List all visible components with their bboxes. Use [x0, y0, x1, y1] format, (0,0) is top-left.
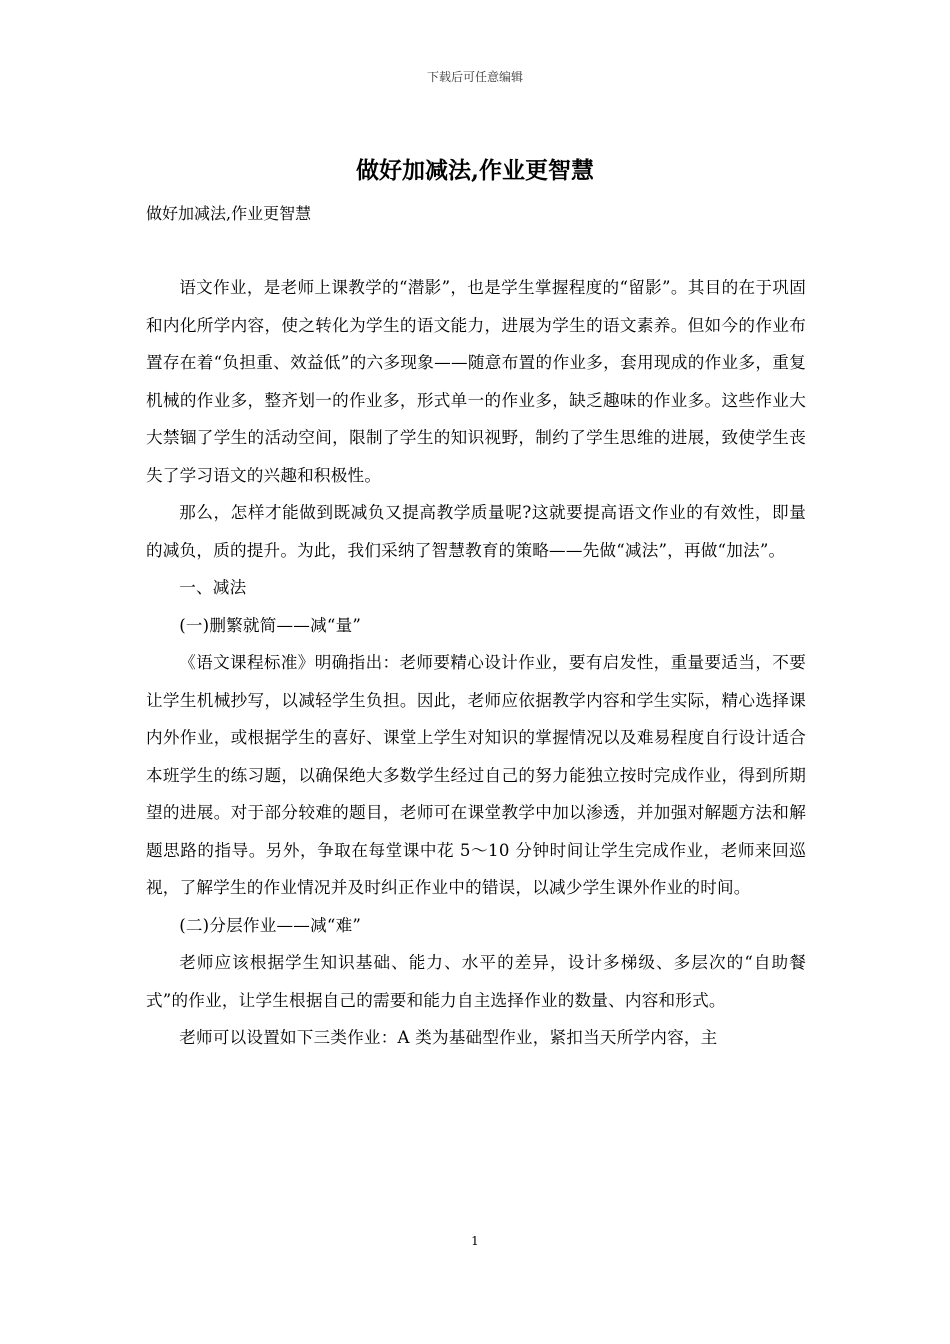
- subsection-heading-reduce-quantity: (一)删繁就简——减“量”: [179, 615, 362, 635]
- paragraph-three-types: 老师可以设置如下三类作业：A 类为基础型作业，紧扣当天所学内容，主: [179, 1028, 718, 1047]
- document-body: [146, 269, 806, 1057]
- paragraph-intro: 语文作业，是老师上课教学的“潜影”，也是学生掌握程度的“留影”。其目的在于巩固和内化所学内容，使之转化为学生的语文能力，进展为学生的语文素养。但如今的作业布置存在着“负担重、效益低”的六多现象——随意布置的作业多，套用现成的作业多，重复机械的作业多，整齐划一的作业多，形式单一的作业多，缺乏趣味的作业多。这些作业大大禁锢了学生的活动空间，限制了学生的知识视野，制约了学生思维的进展，致使学生丧失了学习语文的兴趣和积极性。: [146, 278, 806, 485]
- paragraph-question: 那么，怎样才能做到既减负又提高教学质量呢?这就要提高语文作业的有效性，即量的减负，质的提升。为此，我们采纳了智慧教育的策略——先做“减法”，再做“加法”。: [146, 503, 806, 560]
- paragraph-curriculum-standard: 《语文课程标准》明确指出：老师要精心设计作业，要有启发性，重量要适当，不要让学生机械抄写，以减轻学生负担。因此，老师应依据教学内容和学生实际，精心选择课内外作业，或根据学生的喜好、课堂上学生对知识的掌握情况以及难易程度自行设计适合本班学生的练习题，以确保绝大多数学生经过自己的努力能独立按时完成作业，得到所期望的进展。对于部分较难的题目，老师可在课堂教学中加以渗透，并加强对解题方法和解题思路的指导。另外，争取在每堂课中花 5～10 分钟时间让学生完成作业，老师来回巡视，了解学生的作业情况并及时纠正作业中的错误，以减少学生课外作业的时间。: [146, 653, 806, 897]
- page-header: 下载后可任意编辑: [426, 70, 523, 84]
- paragraph-layered-homework: 老师应该根据学生知识基础、能力、水平的差异，设计多梯级、多层次的“自助餐式”的作业，让学生根据自己的需要和能力自主选择作业的数量、内容和形式。: [146, 953, 806, 1010]
- subsection-heading-reduce-difficulty: (二)分层作业——减“难”: [179, 915, 362, 935]
- document-subtitle: 做好加减法,作业更智慧: [146, 204, 312, 223]
- page-number: 1: [471, 1234, 479, 1248]
- section-heading-subtraction: 一、减法: [179, 578, 247, 597]
- document-title: 做好加减法,作业更智慧: [355, 157, 594, 184]
